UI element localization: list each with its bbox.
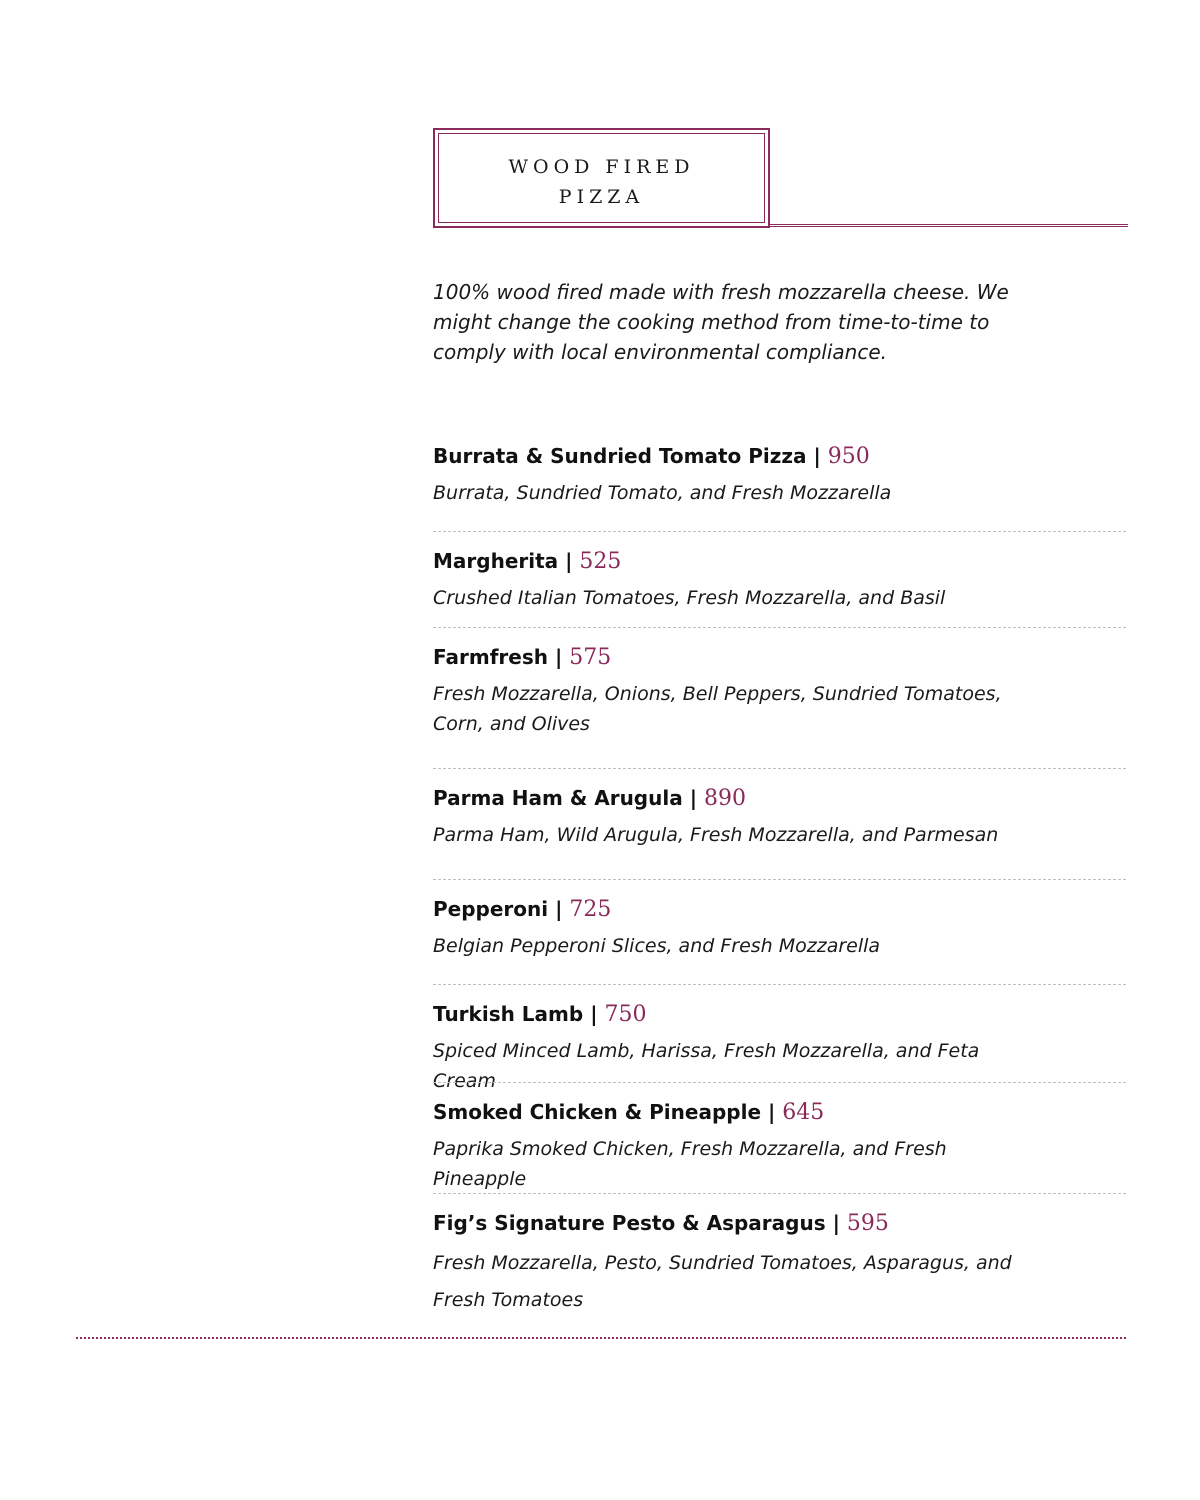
menu-item-name: Turkish Lamb: [433, 1002, 584, 1026]
menu-item-description: Fresh Mozzarella, Pesto, Sundried Tomatoes, Asparagus, and Fresh Tomatoes: [433, 1252, 1012, 1311]
menu-list: [433, 440, 1126, 1312]
menu-item-price: 575: [569, 645, 612, 670]
menu-item: [433, 769, 1126, 880]
menu-item-title: [433, 782, 1126, 815]
menu-item-price: 890: [703, 786, 746, 811]
menu-item: [433, 440, 1126, 532]
menu-item-name: Smoked Chicken & Pineapple: [433, 1100, 762, 1124]
menu-item-description: Burrata, Sundried Tomato, and Fresh Mozzarella: [433, 482, 892, 504]
menu-item-price: 525: [579, 549, 622, 574]
menu-item-description: Crushed Italian Tomatoes, Fresh Mozzarella, and Basil: [433, 587, 946, 609]
menu-item-title: [433, 641, 1126, 674]
menu-item-name: Farmfresh: [433, 645, 548, 669]
menu-item: [433, 532, 1126, 628]
menu-item-price: 750: [604, 1002, 647, 1027]
menu-item-name: Margherita: [433, 549, 559, 573]
menu-item-title: [433, 1207, 1126, 1240]
menu-item-name: Parma Ham & Arugula: [433, 786, 683, 810]
menu-item-description: Fresh Mozzarella, Onions, Bell Peppers, Sundried Tomatoes, Corn, and Olives: [433, 683, 1002, 735]
section-intro: 100% wood fired made with fresh mozzarella cheese. We might change the cooking method from time-to-time to comply with local environmental compliance.: [433, 280, 1009, 364]
section-title: WOOD FIRED PIZZA: [508, 156, 695, 208]
menu-item-separator: |: [832, 1211, 840, 1235]
menu-item-title: [433, 545, 1126, 578]
menu-item-separator: |: [565, 549, 573, 573]
menu-item: [433, 1194, 1126, 1312]
menu-item: [433, 985, 1126, 1092]
menu-item-name: Pepperoni: [433, 897, 549, 921]
menu-item-description: Belgian Pepperoni Slices, and Fresh Mozzarella: [433, 935, 881, 957]
menu-item-price: 725: [569, 897, 612, 922]
menu-item-description: Parma Ham, Wild Arugula, Fresh Mozzarella, and Parmesan: [433, 824, 999, 846]
section-title-rule: [770, 224, 1128, 227]
menu-item: [433, 1083, 1126, 1194]
menu-item-title: [433, 440, 1126, 473]
menu-item-name: Fig’s Signature Pesto & Asparagus: [433, 1211, 826, 1235]
menu-item-title: [433, 893, 1126, 926]
menu-item-separator: |: [768, 1100, 776, 1124]
menu-item-title: [433, 1096, 1126, 1129]
menu-item-name: Burrata & Sundried Tomato Pizza: [433, 444, 807, 468]
section-title-box: [433, 128, 770, 228]
menu-item-separator: |: [813, 444, 821, 468]
menu-item: [433, 628, 1126, 769]
menu-item-separator: |: [554, 645, 563, 669]
menu-item-price: 645: [782, 1100, 825, 1125]
menu-item-title: [433, 998, 1126, 1031]
menu-item-separator: |: [555, 897, 563, 921]
page-bottom-rule: [76, 1337, 1126, 1339]
menu-item-separator: |: [689, 786, 697, 810]
menu-item-description: Spiced Minced Lamb, Harissa, Fresh Mozzarella, and Feta Cream: [433, 1040, 980, 1092]
menu-item-price: 950: [827, 444, 870, 469]
menu-item: [433, 880, 1126, 985]
menu-item-price: 595: [846, 1211, 889, 1236]
menu-item-separator: |: [590, 1002, 598, 1026]
menu-item-description: Paprika Smoked Chicken, Fresh Mozzarella, and Fresh Pineapple: [433, 1138, 947, 1190]
